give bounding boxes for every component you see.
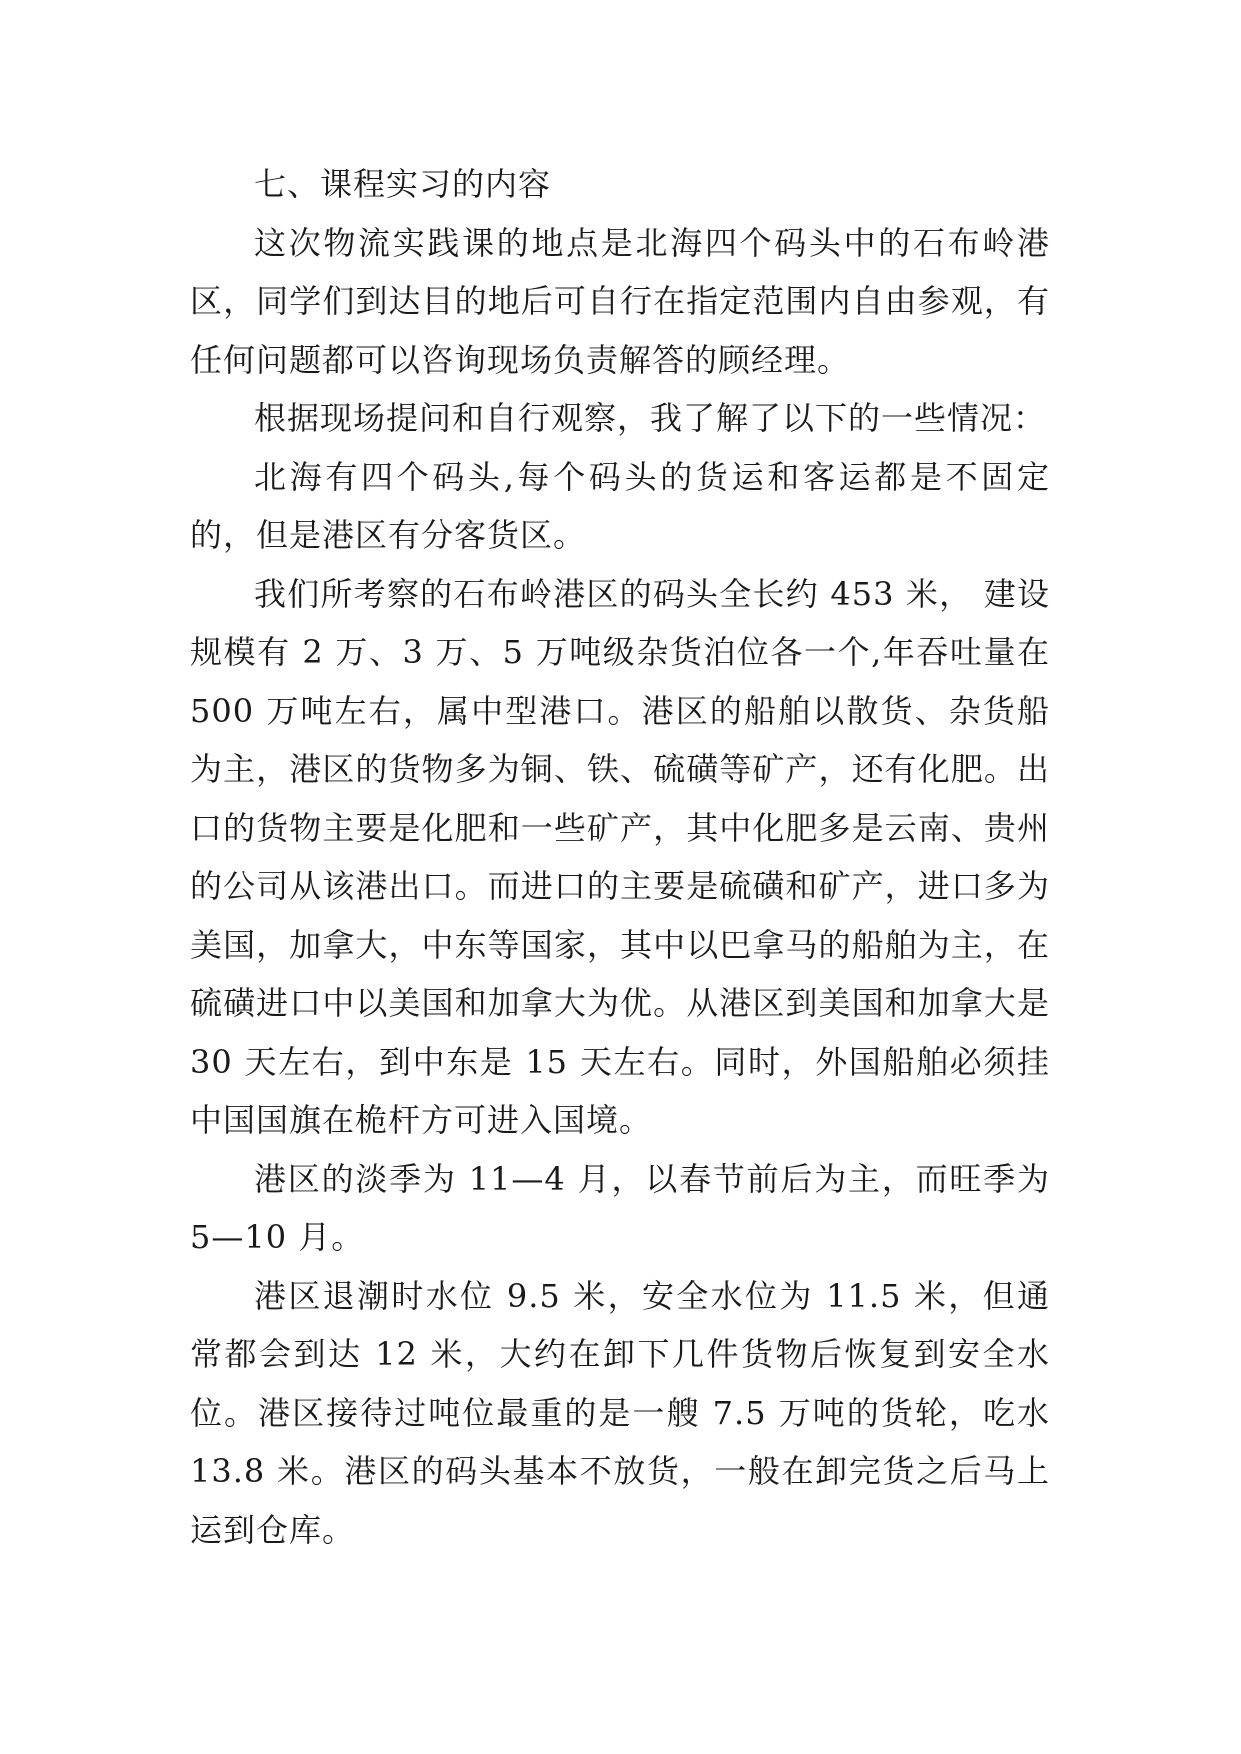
- paragraph-location: 这次物流实践课的地点是北海四个码头中的石布岭港区，同学们到达目的地后可自行在指定范围内自由参观，有任何问题都可以咨询现场负责解答的顾经理。: [190, 223, 1050, 379]
- paragraph-water-levels: 港区退潮时水位 9.5 米，安全水位为 11.5 米，但通常都会到达 12 米，大约在卸下几件货物后恢复到安全水位。港区接待过吨位最重的是一艘 7.5 万吨的货轮，吃水 13.8 米。港区的码头基本不放货，一般在卸完货之后马上运到仓库。: [190, 1276, 1050, 1549]
- section-heading: 七、课程实习的内容: [254, 165, 552, 203]
- paragraph-terminals: 北海有四个码头,每个码头的货运和客运都是不固定的，但是港区有分客货区。: [190, 457, 1050, 554]
- paragraph-observation-intro: 根据现场提问和自行观察，我了解了以下的一些情况：: [254, 399, 1047, 437]
- document-body: [190, 155, 1050, 1559]
- paragraph-port-details: 我们所考察的石布岭港区的码头全长约 453 米， 建设规模有 2 万、3 万、5 万吨级杂货泊位各一个,年吞吐量在 500 万吨左右，属中型港口。港区的船舶以散货、杂货船为主，港区的货物多为铜、铁、硫磺等矿产，还有化肥。出口的货物主要是化肥和一些矿产，其中化肥多是云南、贵州的公司从该港出口。而进口的主要是硫磺和矿产，进口多为美国，加拿大，中东等国家，其中以巴拿马的船舶为主，在硫磺进口中以美国和加拿大为优。从港区到美国和加拿大是 30 天左右，到中东是 15 天左右。同时，外国船舶必须挂中国国旗在桅杆方可进入国境。: [190, 574, 1050, 1139]
- paragraph-seasons: 港区的淡季为 11—4 月，以春节前后为主，而旺季为 5—10 月。: [190, 1159, 1050, 1256]
